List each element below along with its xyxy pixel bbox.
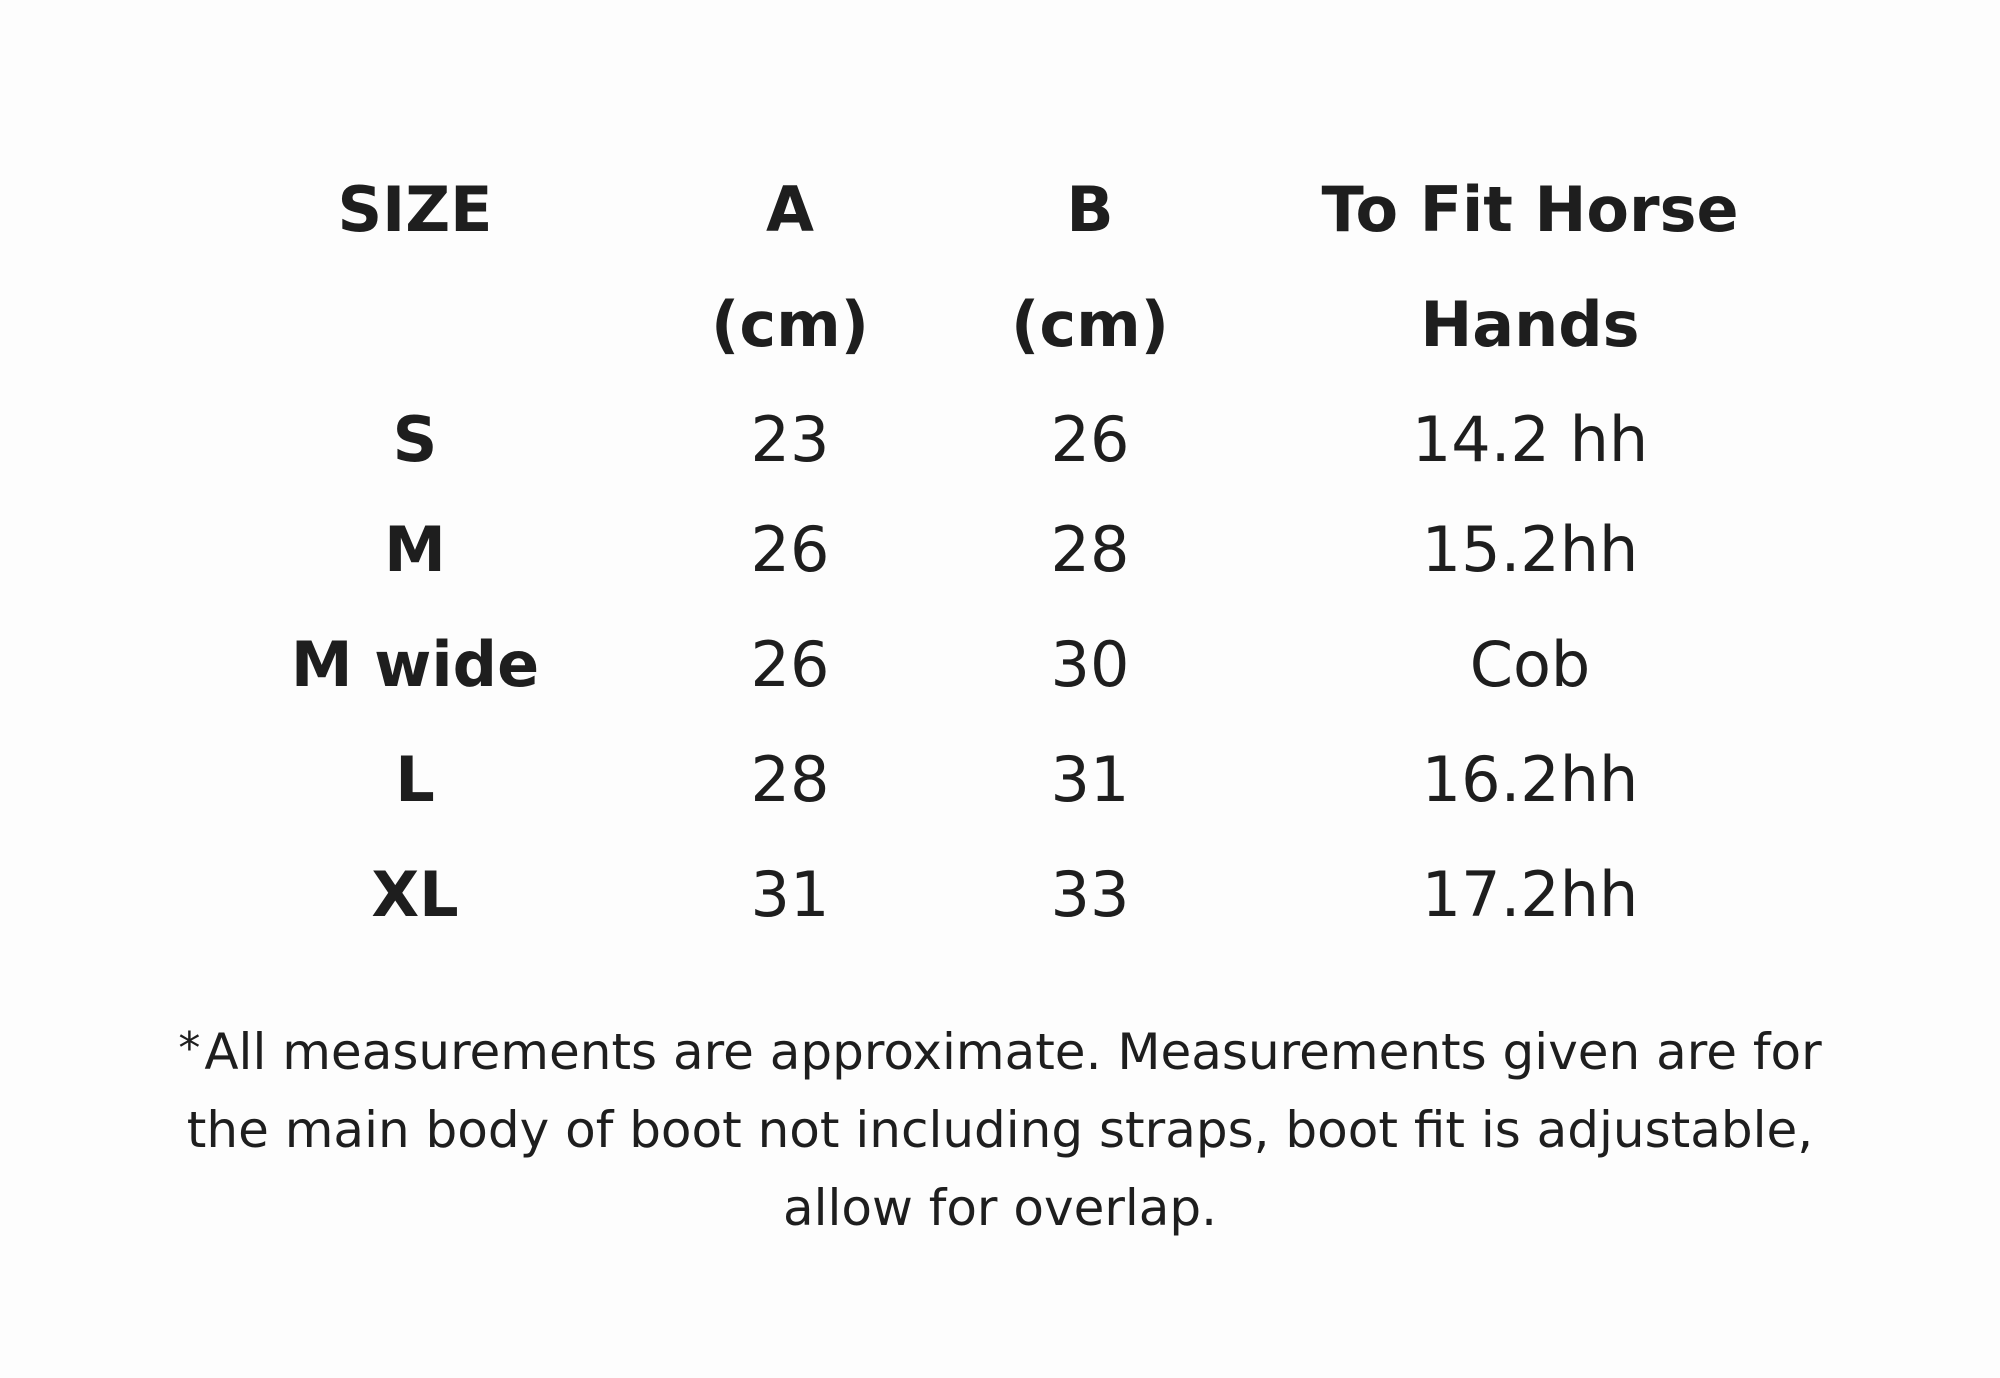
- fit-cell: Cob: [1469, 628, 1591, 701]
- size-cell: S: [392, 403, 438, 476]
- footnote-asterisk: *: [178, 1023, 201, 1074]
- a-cell: 26: [750, 628, 830, 701]
- fit-cell: 15.2hh: [1421, 513, 1639, 586]
- header-b-unit: (cm): [1010, 288, 1170, 361]
- a-cell: 31: [750, 858, 830, 931]
- fit-cell: 16.2hh: [1421, 743, 1639, 816]
- fit-cell: 14.2 hh: [1411, 403, 1649, 476]
- footnote: [150, 1010, 1850, 1247]
- b-cell: 31: [1050, 743, 1130, 816]
- size-cell: M wide: [290, 628, 540, 701]
- size-cell: L: [395, 743, 435, 816]
- a-cell: 26: [750, 513, 830, 586]
- b-cell: 26: [1050, 403, 1130, 476]
- b-cell: 30: [1050, 628, 1130, 701]
- a-cell: 28: [750, 743, 830, 816]
- header-fit-unit: Hands: [1420, 288, 1640, 361]
- footnote-text: All measurements are approximate. Measurements given are for the main body of boot not including straps, boot fit is adjustable, allow for overlap.: [186, 1023, 1822, 1237]
- b-cell: 33: [1050, 858, 1130, 931]
- size-cell: M: [384, 513, 446, 586]
- header-b: B: [1066, 173, 1114, 246]
- size-cell: XL: [371, 858, 459, 931]
- b-cell: 28: [1050, 513, 1130, 586]
- a-cell: 23: [750, 403, 830, 476]
- header-fit: To Fit Horse: [1321, 173, 1739, 246]
- header-size: SIZE: [337, 173, 493, 246]
- header-a: A: [766, 173, 814, 246]
- header-a-unit: (cm): [710, 288, 870, 361]
- fit-cell: 17.2hh: [1421, 858, 1639, 931]
